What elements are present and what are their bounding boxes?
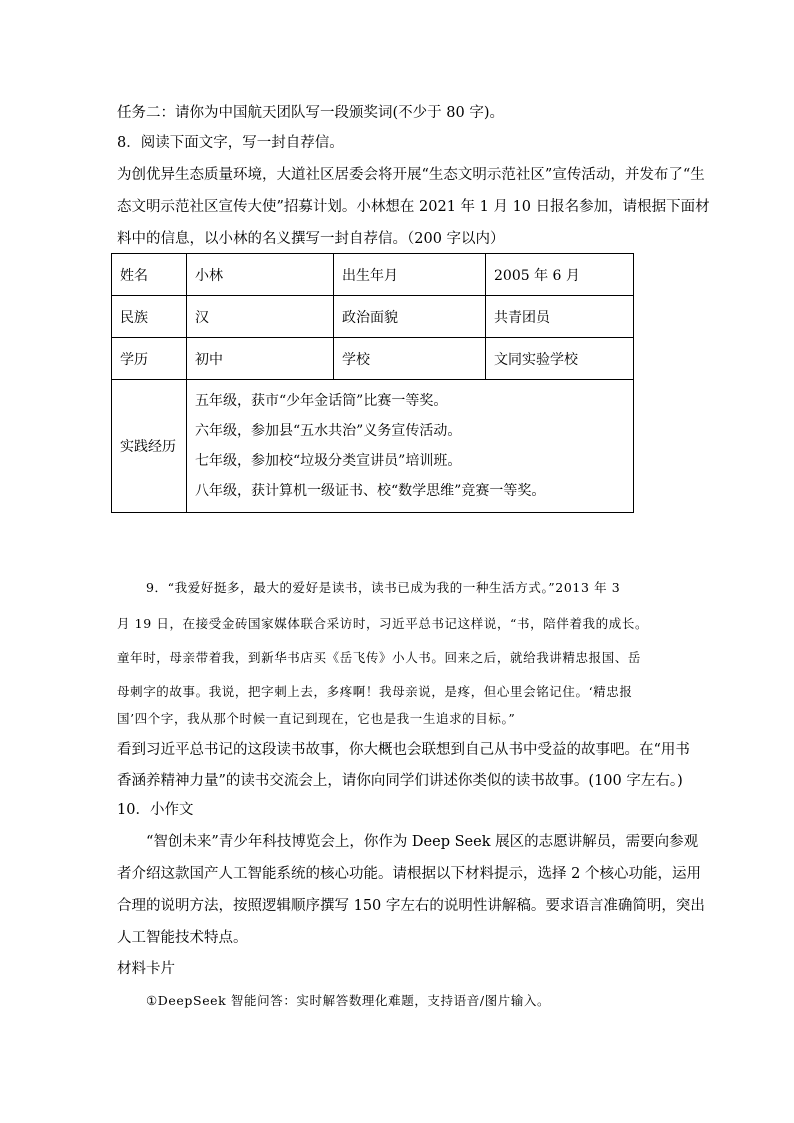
table-cell: 共青团员 — [486, 296, 634, 338]
q10-line-2: 者介绍这款国产人工智能系统的核心功能。请根据以下材料提示，选择 2 个核心功能，运用 — [117, 866, 701, 882]
table-cell: 民族 — [112, 296, 187, 338]
experience-item: 五年级，获市“少年金话筒”比赛一等奖。 — [195, 393, 448, 409]
table-cell: 姓名 — [112, 254, 187, 296]
table-cell: 汉 — [187, 296, 334, 338]
table-cell: 政治面貌 — [334, 296, 486, 338]
table-cell: 学校 — [334, 338, 486, 380]
table-cell: 初中 — [187, 338, 334, 380]
q8-line-2: 态文明示范社区宣传大使”招募计划。小林想在 2021 年 1 月 10 日报名参加，请根据下面材 — [117, 199, 710, 215]
experience-label: 实践经历 — [112, 380, 187, 513]
q8-line-1: 为创优异生态质量环境，大道社区居委会将开展“生态文明示范社区”宣传活动，并发布了“生 — [117, 167, 705, 183]
task2-text: 任务二：请你为中国航天团队写一段颁奖词(不少于 80 字)。 — [117, 105, 504, 121]
q9-quote-line-4: 母刺字的故事。我说，把字刺上去，多疼啊！我母亲说，是疼，但心里会铭记住。‘精忠报 — [117, 684, 633, 699]
q10-line-1: “智创未来”青少年科技博览会上，你作为 Deep Seek 展区的志愿讲解员，需要向参观 — [146, 834, 699, 850]
experience-cell — [187, 380, 634, 513]
q9-quote-line-1: 9．“我爱好挺多，最大的爱好是读书，读书已成为我的一种生活方式。”2013 年 3 — [146, 580, 621, 595]
table-cell: 小林 — [187, 254, 334, 296]
q8-title: 8．阅读下面文字，写一封自荐信。 — [117, 135, 344, 151]
experience-item: 八年级，获计算机一级证书、校“数学思维”竞赛一等奖。 — [195, 483, 546, 499]
q10-line-4: 人工智能技术特点。 — [117, 930, 248, 946]
q8-line-3: 料中的信息，以小林的名义撰写一封自荐信。（200 字以内） — [117, 231, 505, 247]
q10-line-3: 合理的说明方法，按照逻辑顺序撰写 150 字左右的说明性讲解稿。要求语言准确简明，突出 — [117, 898, 705, 914]
card-title: 材料卡片 — [117, 961, 175, 977]
table-cell: 文同实验学校 — [486, 338, 634, 380]
table-row — [112, 254, 634, 296]
q10-title: 10．小作文 — [117, 802, 194, 818]
q9-quote-line-2: 月 19 日，在接受金砖国家媒体联合采访时，习近平总书记这样说，“书，陪伴着我的成长。 — [117, 616, 649, 631]
table-cell: 2005 年 6 月 — [486, 254, 634, 296]
q9-quote-line-5: 国’四个字，我从那个时候一直记到现在，它也是我一生追求的目标。” — [117, 711, 516, 726]
experience-item: 七年级，参加校“垃圾分类宣讲员”培训班。 — [195, 453, 462, 469]
table-cell: 出生年月 — [334, 254, 486, 296]
experience-item: 六年级，参加县“五水共治”义务宣传活动。 — [195, 423, 462, 439]
table-row — [112, 380, 634, 513]
q9-quote-line-3: 童年时，母亲带着我，到新华书店买《岳飞传》小人书。回来之后，就给我讲精忠报国、岳 — [117, 650, 642, 665]
q9-line-1: 看到习近平总书记的这段读书故事，你大概也会联想到自己从书中受益的故事吧。在“用书 — [117, 742, 690, 758]
info-table — [111, 253, 634, 513]
q9-line-2: 香涵养精神力量”的读书交流会上，请你向同学们讲述你类似的读书故事。(100 字左右。) — [117, 773, 683, 789]
table-cell: 学历 — [112, 338, 187, 380]
table-row — [112, 296, 634, 338]
table-row — [112, 338, 634, 380]
card-item-1: ①DeepSeek 智能问答：实时解答数理化难题，支持语音/图片输入。 — [146, 993, 551, 1008]
